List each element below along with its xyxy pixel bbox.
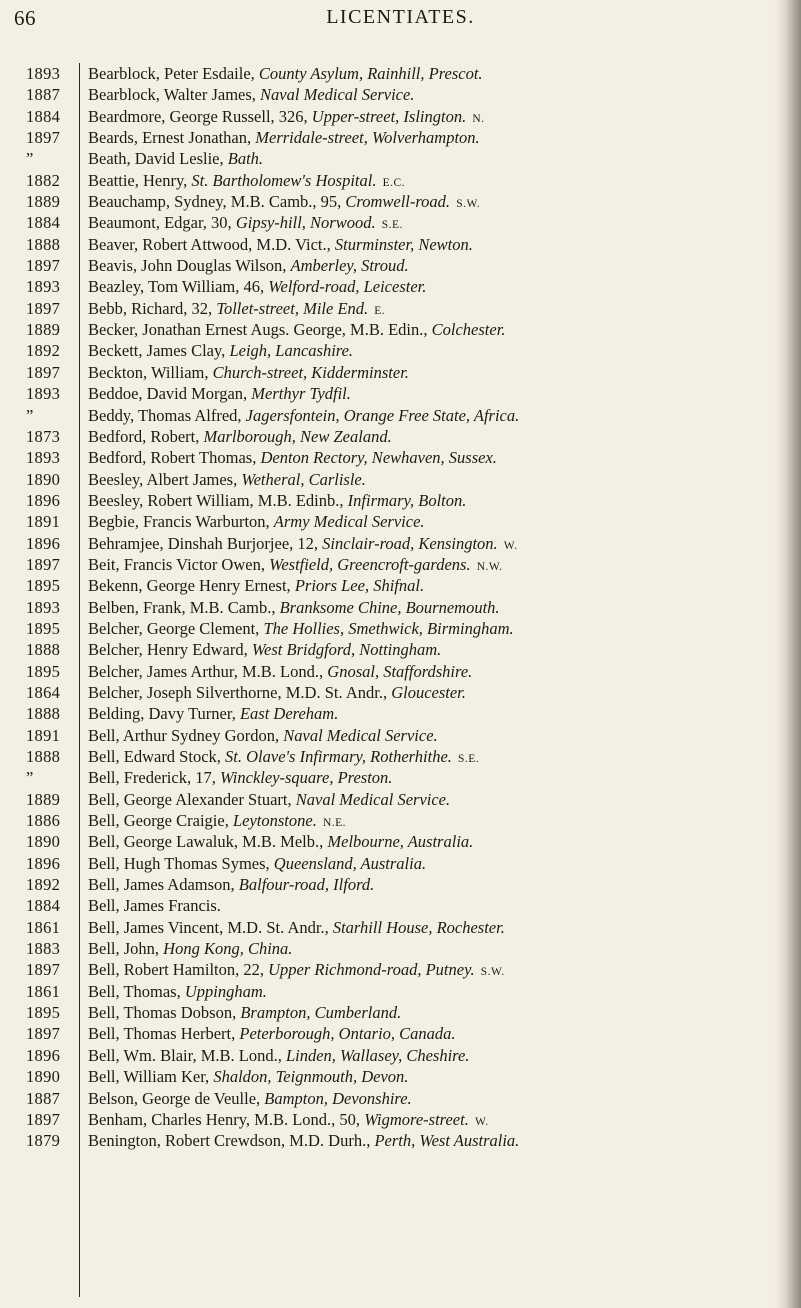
- entry-name: Beckett, James Clay,: [88, 341, 230, 361]
- entry-abode: Winckley-square, Preston.: [219, 768, 393, 788]
- entry-year: 1897: [26, 128, 61, 148]
- entry-name: Beddy, Thomas Alfred,: [88, 405, 246, 425]
- entry-name: Bearblock, Peter Esdaile,: [88, 64, 259, 83]
- entry-abode: Branksome Chine, Bournemouth.: [279, 597, 500, 617]
- entry-text: [88, 938, 768, 959]
- entry-abode: Gnosal, Staffordshire.: [327, 661, 473, 681]
- list-item: [0, 1066, 801, 1087]
- entry-abode: County Asylum, Rainhill, Prescot.: [258, 64, 483, 83]
- entry-year: 1897: [26, 256, 61, 276]
- entry-abode: Uppingham.: [184, 981, 267, 1001]
- entry-text: [88, 789, 768, 810]
- entry-year: 1893: [26, 64, 61, 83]
- entry-name: Bell, James Francis.: [88, 896, 221, 916]
- entry-abode: Welford-road, Leicester.: [268, 277, 427, 297]
- entry-name: Beath, David Leslie,: [88, 149, 228, 169]
- entry-postal-district: W.: [474, 1115, 489, 1128]
- entry-name: Beauchamp, Sydney, M.B. Camb., 95,: [88, 192, 346, 212]
- entry-postal-district: N.W.: [476, 560, 503, 573]
- list-item: [0, 447, 801, 468]
- entry-text: [88, 831, 768, 852]
- list-item: [0, 255, 801, 276]
- entry-year: 1887: [26, 85, 61, 105]
- entry-text: [88, 1130, 768, 1151]
- entry-abode: West Bridgford, Nottingham.: [251, 640, 442, 660]
- list-item: [0, 511, 801, 532]
- entry-text: [88, 895, 768, 916]
- entry-year: 1895: [26, 661, 61, 681]
- entry-abode: St. Olave's Infirmary, Rotherhithe.: [225, 747, 452, 766]
- entry-name: Bell, James Adamson,: [88, 875, 239, 895]
- entry-name: Bell, Thomas,: [88, 981, 185, 1001]
- entry-abode: Shaldon, Teignmouth, Devon.: [213, 1067, 409, 1087]
- entry-abode: Westfield, Greencroft-gardens.: [269, 554, 471, 574]
- entry-postal-district: S.W.: [480, 966, 505, 979]
- list-item: [0, 63, 801, 84]
- list-item: [0, 1130, 801, 1151]
- entry-text: [88, 234, 768, 255]
- entry-text: [88, 661, 768, 682]
- list-item: [0, 853, 801, 874]
- entry-abode: Church-street, Kidderminster.: [212, 362, 409, 382]
- entry-abode: Bampton, Devonshire.: [264, 1088, 412, 1108]
- entry-name: Bell, Frederick, 17,: [88, 768, 220, 788]
- entry-abode: Upper Richmond-road, Putney.: [268, 960, 475, 980]
- entry-text: [88, 575, 768, 596]
- entry-name: Begbie, Francis Warburton,: [88, 512, 274, 532]
- list-item: [0, 938, 801, 959]
- entry-name: Beaumont, Edgar, 30,: [88, 213, 236, 233]
- entry-abode: Gipsy-hill, Norwood.: [235, 213, 376, 233]
- entry-year: 1889: [26, 789, 61, 809]
- entry-name: Beit, Francis Victor Owen,: [88, 554, 270, 574]
- entry-year: ”: [26, 405, 34, 425]
- entry-abode: Naval Medical Service.: [260, 85, 415, 105]
- entry-name: Beddoe, David Morgan,: [88, 384, 252, 404]
- entry-year: 1890: [26, 469, 61, 489]
- entry-name: Benington, Robert Crewdson, M.D. Durh.,: [88, 1131, 375, 1151]
- entry-name: Belcher, Henry Edward,: [88, 640, 252, 660]
- entry-abode: Queensland, Australia.: [273, 853, 427, 873]
- entry-year: 1888: [26, 747, 61, 766]
- entry-text: [88, 469, 768, 490]
- entry-text: [88, 319, 768, 340]
- entry-year: 1897: [26, 1109, 61, 1129]
- entry-name: Bekenn, George Henry Ernest,: [88, 576, 295, 596]
- list-item: [0, 682, 801, 703]
- entry-text: [88, 340, 768, 361]
- entry-name: Bedford, Robert,: [88, 426, 204, 446]
- entry-name: Bell, James Vincent, M.D. St. Andr.,: [88, 917, 333, 937]
- entry-year: 1890: [26, 832, 61, 852]
- list-item: [0, 831, 801, 852]
- list-item: [0, 148, 801, 169]
- entry-abode: Hong Kong, China.: [163, 939, 293, 959]
- entry-abode: Sturminster, Newton.: [334, 234, 473, 254]
- entry-name: Beardmore, George Russell, 326,: [88, 106, 312, 126]
- list-item: [0, 597, 801, 618]
- entry-text: [88, 276, 768, 297]
- entry-name: Beazley, Tom William, 46,: [88, 277, 269, 297]
- entry-name: Bell, George Lawaluk, M.B. Melb.,: [88, 832, 328, 852]
- list-item: [0, 746, 801, 767]
- entry-abode: Marlborough, New Zealand.: [203, 426, 392, 446]
- entry-abode: Sinclair-road, Kensington.: [322, 533, 498, 553]
- entry-year: 1896: [26, 853, 61, 873]
- entry-year: 1886: [26, 811, 61, 831]
- entry-name: Belding, Davy Turner,: [88, 704, 240, 724]
- entry-abode: Leytonstone.: [232, 811, 317, 831]
- entry-text: [88, 853, 768, 874]
- entry-year: 1888: [26, 704, 61, 724]
- list-item: [0, 661, 801, 682]
- entry-year: 1884: [26, 106, 61, 126]
- licentiate-list: [0, 63, 801, 1152]
- entry-year: 1897: [26, 554, 61, 574]
- entry-text: [88, 597, 768, 618]
- entry-year: 1892: [26, 341, 61, 361]
- entry-text: [88, 874, 768, 895]
- list-item: [0, 533, 801, 554]
- list-item: [0, 874, 801, 895]
- list-item: [0, 1088, 801, 1109]
- entry-year: 1889: [26, 192, 61, 212]
- entry-year: 1893: [26, 384, 61, 404]
- entry-text: [88, 1045, 768, 1066]
- entry-name: Bell, Robert Hamilton, 22,: [88, 960, 269, 980]
- entry-abode: Army Medical Service.: [273, 512, 425, 532]
- running-title: LICENTIATES.: [326, 6, 475, 28]
- entry-name: Beckton, William,: [88, 362, 213, 382]
- entry-postal-district: S.W.: [456, 198, 481, 211]
- entry-year: 1873: [26, 426, 61, 446]
- entry-text: [88, 63, 768, 84]
- entry-name: Belcher, George Clement,: [88, 618, 264, 638]
- entry-text: [88, 1002, 768, 1023]
- list-item: [0, 1002, 801, 1023]
- entry-text: [88, 255, 768, 276]
- list-item: [0, 810, 801, 831]
- list-item: [0, 639, 801, 660]
- list-item: [0, 212, 801, 233]
- entry-name: Bell, Arthur Sydney Gordon,: [88, 725, 284, 745]
- entry-abode: Peterborough, Ontario, Canada.: [239, 1024, 456, 1044]
- entry-year: 1864: [26, 682, 61, 702]
- entry-name: Bell, John,: [88, 939, 164, 959]
- entry-abode: Wetheral, Carlisle.: [241, 469, 366, 489]
- entry-name: Belcher, James Arthur, M.B. Lond.,: [88, 661, 328, 681]
- list-item: [0, 84, 801, 105]
- entry-text: [88, 703, 768, 724]
- entry-abode: The Hollies, Smethwick, Birmingham.: [263, 618, 514, 638]
- entry-abode: Wigmore-street.: [364, 1109, 469, 1129]
- entry-name: Beattie, Henry,: [88, 170, 192, 190]
- entry-abode: Merthyr Tydfil.: [251, 384, 351, 404]
- entry-year: 1896: [26, 533, 61, 553]
- list-item: [0, 767, 801, 788]
- entry-abode: East Dereham.: [239, 704, 339, 724]
- entry-year: 1891: [26, 725, 61, 745]
- entry-name: Bell, George Alexander Stuart,: [88, 789, 296, 809]
- entry-name: Bell, George Craigie,: [88, 811, 233, 831]
- entry-text: [88, 981, 768, 1002]
- list-item: [0, 276, 801, 297]
- entry-text: [88, 1023, 768, 1044]
- entry-abode: Jagersfontein, Orange Free State, Africa.: [245, 405, 520, 425]
- entry-abode: Priors Lee, Shifnal.: [294, 576, 425, 596]
- entry-year: 1888: [26, 234, 61, 254]
- list-item: [0, 575, 801, 596]
- entry-abode: Cromwell-road.: [345, 192, 451, 212]
- entry-postal-district: W.: [503, 539, 518, 552]
- entry-abode: Naval Medical Service.: [295, 789, 451, 809]
- list-item: [0, 405, 801, 426]
- page-number: 66: [14, 6, 36, 30]
- entry-abode: Upper-street, Islington.: [311, 106, 467, 126]
- list-item: [0, 340, 801, 361]
- entry-abode: Perth, West Australia.: [374, 1131, 520, 1151]
- entry-name: Benham, Charles Henry, M.B. Lond., 50,: [88, 1109, 365, 1129]
- entry-year: 1893: [26, 277, 61, 297]
- entry-year: 1861: [26, 917, 61, 937]
- entry-year: 1896: [26, 1045, 61, 1065]
- list-item: [0, 191, 801, 212]
- entry-postal-district: N.: [472, 112, 485, 125]
- entry-abode: Melbourne, Australia.: [327, 832, 474, 852]
- entry-postal-district: E.: [374, 304, 386, 317]
- entry-text: [88, 767, 768, 788]
- entry-name: Beaver, Robert Attwood, M.D. Vict.,: [88, 234, 335, 254]
- entry-name: Bell, Hugh Thomas Symes,: [88, 853, 274, 873]
- entry-postal-district: E.C.: [382, 176, 406, 189]
- entry-abode: Brampton, Cumberland.: [240, 1003, 402, 1023]
- entry-year: 1895: [26, 618, 61, 638]
- entry-year: 1889: [26, 320, 61, 340]
- entry-name: Bedford, Robert Thomas,: [88, 448, 261, 468]
- entry-abode: St. Bartholomew's Hospital.: [191, 170, 377, 190]
- entry-year: 1897: [26, 298, 61, 318]
- entry-abode: Leigh, Lancashire.: [229, 341, 354, 361]
- entry-text: [88, 447, 768, 468]
- entry-text: [88, 1066, 768, 1087]
- list-item: [0, 703, 801, 724]
- list-item: [0, 234, 801, 255]
- list-item: [0, 917, 801, 938]
- entry-abode: Amberley, Stroud.: [290, 256, 409, 276]
- entry-name: Beavis, John Douglas Wilson,: [88, 256, 291, 276]
- list-item: [0, 319, 801, 340]
- entry-abode: Linden, Wallasey, Cheshire.: [285, 1045, 470, 1065]
- entry-year: 1897: [26, 362, 61, 382]
- entry-year: 1892: [26, 875, 61, 895]
- entry-year: 1896: [26, 490, 61, 510]
- list-item: [0, 298, 801, 319]
- entry-name: Becker, Jonathan Ernest Augs. George, M.B. Edin.,: [88, 320, 432, 340]
- entry-name: Behramjee, Dinshah Burjorjee, 12,: [88, 533, 323, 553]
- entry-postal-district: N.E.: [322, 817, 347, 830]
- entry-abode: Bath.: [227, 149, 264, 169]
- entry-name: Bell, William Ker,: [88, 1067, 214, 1087]
- list-item: [0, 895, 801, 916]
- entry-year: 1897: [26, 1024, 61, 1044]
- entry-year: 1882: [26, 170, 61, 190]
- entry-year: 1891: [26, 512, 61, 532]
- entry-postal-district: S.E.: [458, 753, 480, 765]
- entry-name: Belson, George de Veulle,: [88, 1088, 265, 1108]
- entry-text: [88, 405, 768, 426]
- entry-text: [88, 725, 768, 746]
- entry-text: [88, 490, 768, 511]
- entry-year: 1879: [26, 1131, 61, 1151]
- entry-name: Bell, Thomas Herbert,: [88, 1024, 240, 1044]
- entry-text: [88, 362, 768, 383]
- entry-year: 1884: [26, 213, 61, 233]
- entry-name: Bebb, Richard, 32,: [88, 298, 217, 318]
- entry-year: 1893: [26, 448, 61, 468]
- list-item: [0, 959, 801, 980]
- entry-text: [88, 148, 768, 169]
- entry-text: [88, 917, 768, 938]
- entry-text: [88, 511, 768, 532]
- entry-name: Beards, Ernest Jonathan,: [88, 128, 256, 148]
- entry-abode: Merridale-street, Wolverhampton.: [255, 128, 480, 148]
- list-item: [0, 426, 801, 447]
- list-item: [0, 1023, 801, 1044]
- entry-year: 1887: [26, 1088, 61, 1108]
- entry-name: Bearblock, Walter James,: [88, 85, 261, 105]
- entry-abode: Balfour-road, Ilford.: [238, 875, 375, 895]
- list-item: [0, 981, 801, 1002]
- entry-year: 1861: [26, 981, 61, 1001]
- entry-text: [88, 618, 768, 639]
- list-item: [0, 383, 801, 404]
- entry-name: Bell, Edward Stock,: [88, 747, 226, 766]
- entry-text: [88, 426, 768, 447]
- list-item: [0, 1045, 801, 1066]
- list-item: [0, 1109, 801, 1130]
- entry-name: Bell, Thomas Dobson,: [88, 1003, 241, 1023]
- entry-name: Beesley, Albert James,: [88, 469, 242, 489]
- list-item: [0, 127, 801, 148]
- entry-abode: Gloucester.: [391, 682, 466, 702]
- entry-year: 1895: [26, 576, 61, 596]
- entry-year: 1884: [26, 896, 61, 916]
- list-item: [0, 554, 801, 575]
- entry-text: [88, 84, 768, 105]
- entry-text: [88, 1088, 768, 1109]
- entry-abode: Colchester.: [431, 320, 506, 340]
- entry-year: ”: [26, 768, 34, 788]
- entry-year: 1897: [26, 960, 61, 980]
- entry-year: ”: [26, 149, 34, 169]
- entry-text: [88, 639, 768, 660]
- entry-year: 1893: [26, 597, 61, 617]
- list-item: [0, 170, 801, 191]
- entry-abode: Starhill House, Rochester.: [332, 917, 505, 937]
- page-header: [0, 6, 801, 36]
- entry-postal-district: S.E.: [381, 219, 403, 232]
- entry-abode: Tollet-street, Mile End.: [216, 298, 369, 318]
- list-item: [0, 618, 801, 639]
- entry-text: [88, 383, 768, 404]
- list-item: [0, 725, 801, 746]
- entry-year: 1895: [26, 1003, 61, 1023]
- entry-name: Bell, Wm. Blair, M.B. Lond.,: [88, 1045, 286, 1065]
- entry-abode: Denton Rectory, Newhaven, Sussex.: [260, 448, 497, 468]
- entry-year: 1883: [26, 939, 61, 959]
- entry-name: Beesley, Robert William, M.B. Edinb.,: [88, 490, 348, 510]
- entry-year: 1888: [26, 640, 61, 660]
- entry-text: [88, 682, 768, 703]
- list-item: [0, 789, 801, 810]
- entry-text: [88, 127, 768, 148]
- entry-name: Belben, Frank, M.B. Camb.,: [88, 597, 280, 617]
- list-item: [0, 490, 801, 511]
- entry-year: 1890: [26, 1067, 61, 1087]
- list-item: [0, 469, 801, 490]
- entry-abode: Naval Medical Service.: [283, 725, 438, 745]
- list-item: [0, 106, 801, 127]
- entry-name: Belcher, Joseph Silverthorne, M.D. St. Andr.,: [88, 682, 392, 702]
- entry-abode: Infirmary, Bolton.: [347, 490, 467, 510]
- list-item: [0, 362, 801, 383]
